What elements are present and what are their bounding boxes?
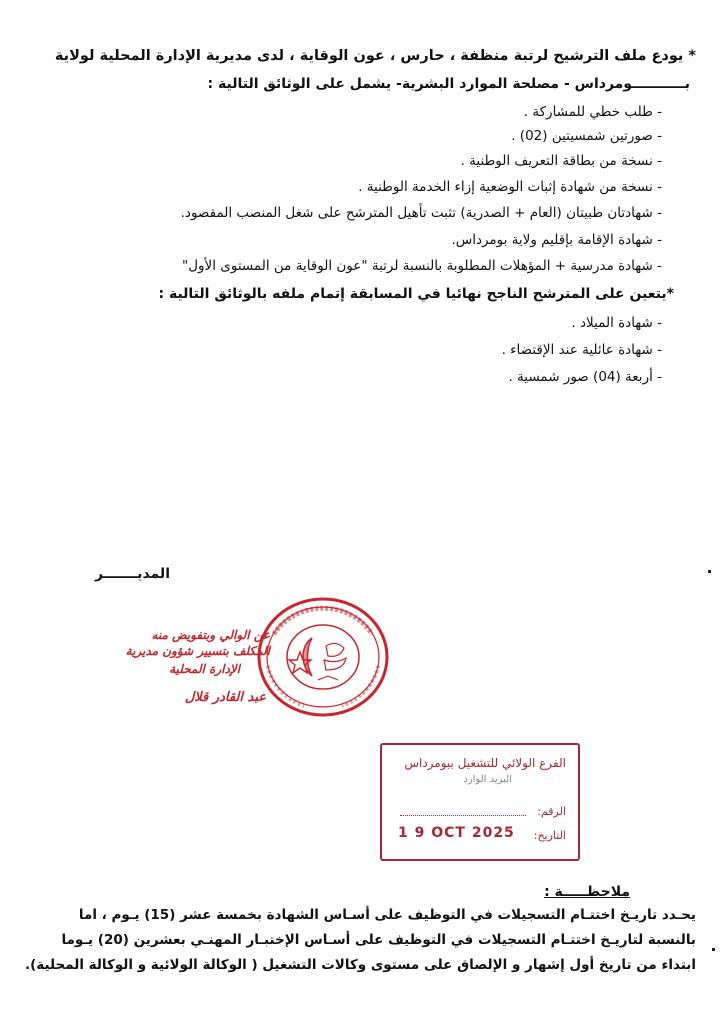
- winner-doc-item: - شهادة الميلاد .: [571, 315, 662, 331]
- note-line-3: ابتداء من تاريخ أول إشهار و الإلصاق على مستوى وكالات التشغيل ( الوكالة الولائية و الوكالة المحلية).: [24, 957, 696, 973]
- required-doc-item: - طلب خطي للمشاركة .: [523, 104, 662, 120]
- stamp-subtitle: البريد الوارد: [463, 774, 512, 785]
- signature-block: [70, 628, 270, 718]
- delegation-line-1: عن الوالي وبتفويض منه: [151, 628, 270, 642]
- scan-speck: [708, 570, 711, 573]
- official-round-seal-icon: [254, 594, 392, 720]
- scan-speck: [712, 948, 715, 951]
- required-doc-item: - صورتين شمسيتين (02) .: [511, 128, 662, 144]
- stamp-date-label: التاريخ:: [533, 829, 566, 842]
- stamp-number-field: [400, 815, 526, 816]
- stamp-office: الفرع الولائي للتشغيل ببومرداس: [404, 756, 566, 770]
- note-line-2: بالنسبة لتاريـخ اختتـام التسجيلات في التوظيف على أسـاس الإختبـار المهنـي بعشرين (20) يـوما: [61, 932, 696, 948]
- required-doc-item: - نسخة من شهادة إثبات الوضعية إزاء الخدمة الوطنية .: [358, 179, 662, 195]
- stamp-date-value: 1 9 OCT 2025: [398, 825, 515, 841]
- reception-stamp: [380, 743, 580, 861]
- required-doc-item: - شهادة مدرسية + المؤهلات المطلوبة بالنسبة لرتبة "عون الوقاية من المستوى الأول": [182, 258, 662, 274]
- director-title: المديـــــــر: [95, 566, 170, 582]
- winner-doc-item: - شهادة عائلية عند الإقتضاء .: [501, 342, 662, 358]
- delegation-line-2: المكلف بتسيير شؤون مديرية: [125, 644, 270, 658]
- note-line-1: يحـدد تاريـخ اختتـام التسجيلات في التوظيف على أسـاس الشهادة بخمسة عشر (15) يـوم ، اما: [78, 907, 696, 923]
- required-doc-item: - نسخة من بطاقة التعريف الوطنية .: [460, 153, 662, 169]
- header-line-2: بـــــــــــومرداس - مصلحة الموارد البشرية- يشمل على الوثائق التالية :: [207, 76, 690, 92]
- winner-doc-item: - أربعة (04) صور شمسية .: [508, 369, 662, 385]
- note-title: ملاحظـــــة :: [544, 884, 630, 900]
- required-doc-item: - شهادة الإقامة بإقليم ولاية بومرداس.: [451, 232, 662, 248]
- header-line-1: * يودع ملف الترشيح لرتبة منظفة ، حارس ، عون الوقاية ، لدى مديرية الإدارة المحلية لولاية: [54, 48, 696, 64]
- required-doc-item: - شهادتان طبيتان (العام + الصدرية) تثبت تأهيل المترشح على شغل المنصب المقصود.: [180, 205, 662, 221]
- signatory-name: عبد القادر قلال: [184, 690, 266, 705]
- stamp-number-label: الرقم:: [537, 805, 566, 818]
- delegation-line-3: الإدارة المحلية: [169, 662, 240, 676]
- winner-header: *يتعين على المترشح الناجح نهائيا في المسابقة إتمام ملفه بالوثائق التالية :: [158, 286, 674, 302]
